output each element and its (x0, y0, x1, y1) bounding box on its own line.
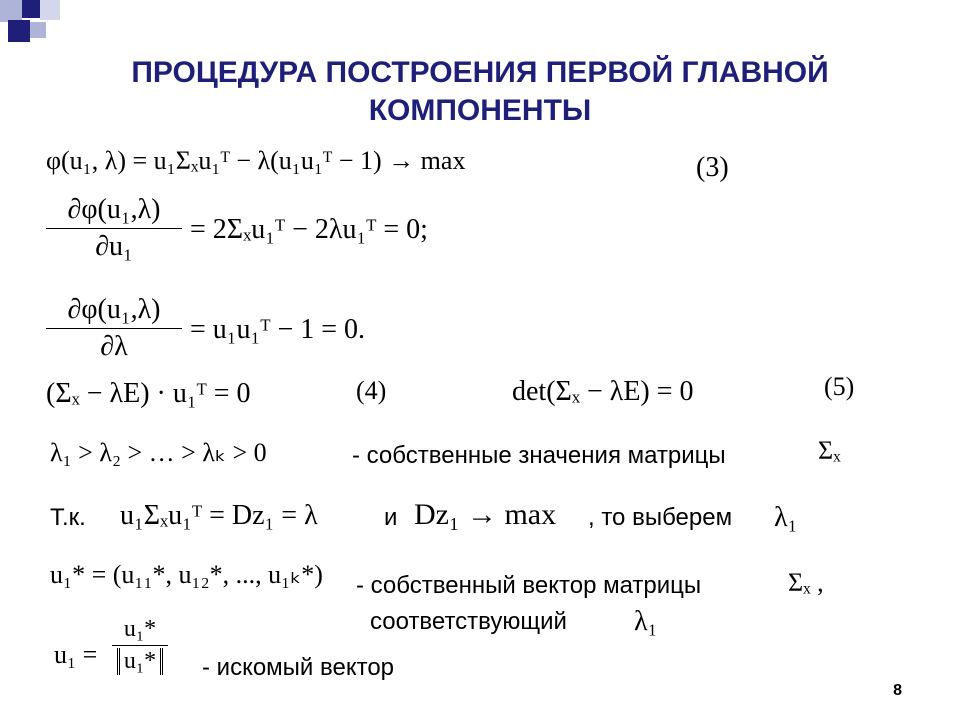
since-expression: u₁Σₓu₁ᵀ = Dz₁ = λ (120, 500, 318, 531)
normalized-caption: - искомый вектор (202, 654, 395, 681)
eigenvalue-ordering: λ₁ > λ₂ > … > λₖ > 0 (50, 438, 267, 467)
derivative-lambda-fraction (46, 294, 182, 363)
slide-title-line1: ПРОЦЕДУРА ПОСТРОЕНИЯ ПЕРВОЙ ГЛАВНОЙ (131, 56, 829, 89)
equation-3: φ(u₁, λ) = u₁Σₓu₁ᵀ − λ(u₁u₁ᵀ − 1) → max (46, 146, 466, 175)
normalized-numerator: u₁* (123, 616, 157, 642)
derivative-lambda-denominator: ∂λ (100, 331, 128, 362)
eigenvector-caption: - собственный вектор матрицы (356, 572, 702, 599)
eigenvector-sigma: Σₓ , (788, 568, 824, 597)
derivative-lambda-rhs: = u₁u₁ᵀ − 1 = 0. (190, 314, 366, 345)
since-prefix: Т.к. (50, 504, 86, 531)
normalized-denominator: u₁* (117, 648, 163, 675)
equation-5: det(Σₓ − λE) = 0 (512, 376, 694, 407)
derivative-u-rhs: = 2Σₓu₁ᵀ − 2λu₁ᵀ = 0; (190, 214, 428, 245)
equation-3-label: (3) (696, 152, 729, 183)
derivative-u-numerator: ∂φ(u₁,λ) (67, 194, 161, 225)
eigenvector-expression: u₁* = (u₁₁*, u₁₂*, ..., u₁ₖ*) (50, 560, 323, 589)
since-expression-max: Dz₁ → max (414, 498, 557, 531)
eigenvector-caption-2: соответствующий (370, 608, 567, 635)
derivative-u-denominator: ∂u₁ (95, 231, 133, 262)
eigenvalue-caption: - собственные значения матрицы (352, 442, 726, 469)
derivative-u-fraction (46, 194, 182, 263)
normalized-lhs: u₁ = (54, 640, 98, 669)
since-and: и (384, 504, 398, 531)
equation-4: (Σₓ − λE) · u₁ᵀ = 0 (46, 378, 251, 409)
equation-4-label: (4) (356, 376, 387, 405)
derivative-lambda-numerator: ∂φ(u₁,λ) (67, 294, 161, 325)
since-suffix: , то выберем (588, 504, 733, 531)
eigenvector-lambda: λ₁ (634, 606, 658, 637)
slide-title-line2: КОМПОНЕНТЫ (368, 94, 592, 127)
equation-5-label: (5) (824, 372, 855, 401)
since-lambda: λ₁ (774, 502, 798, 533)
page-number: 8 (893, 682, 902, 699)
eigenvalue-sigma: Σₓ (818, 436, 841, 465)
normalized-fraction (112, 616, 168, 675)
